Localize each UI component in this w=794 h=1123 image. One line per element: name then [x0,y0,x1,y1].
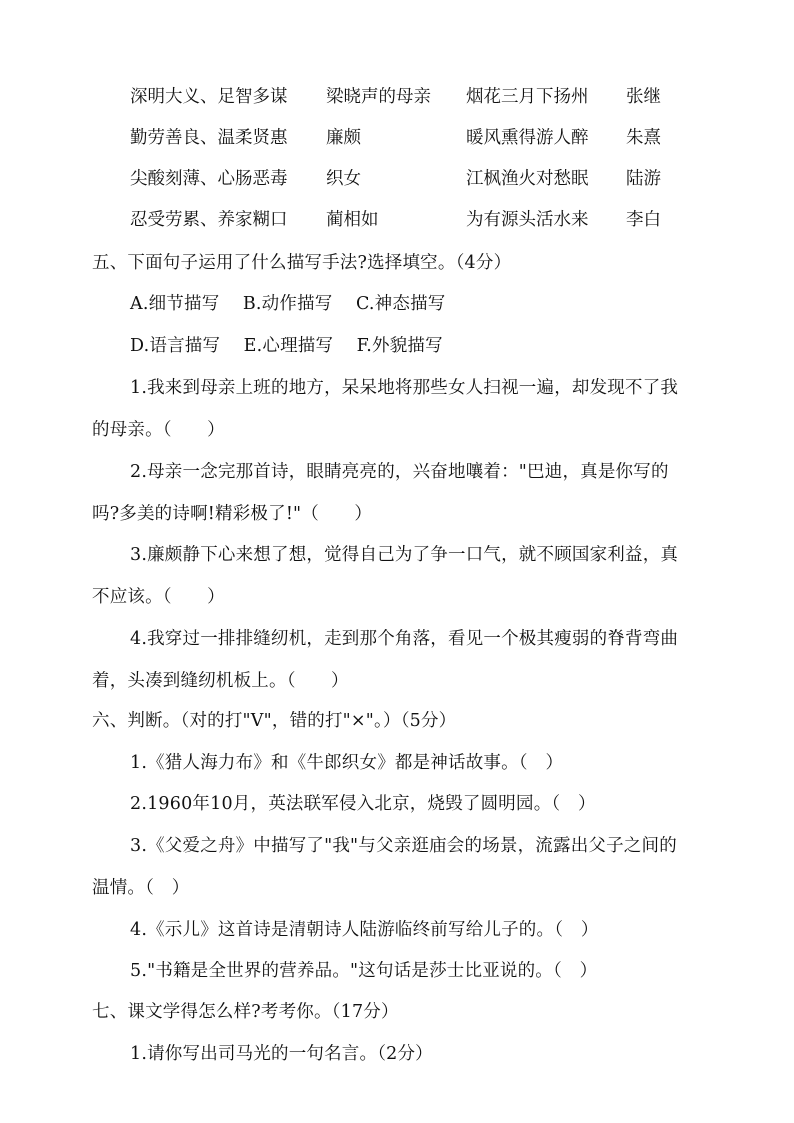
question-6-1: 1.《猎人海力布》和《牛郎织女》都是神话故事。（ ） [130,753,564,773]
character-cell: 梁晓声的母亲 [326,87,431,107]
poet-cell: 张继 [626,87,661,107]
options-line-1: A.细节描写 B.动作描写 C.神态描写 [130,294,446,314]
question-6-5: 5."书籍是全世界的营养品。"这句话是莎士比亚说的。（ ） [130,961,598,981]
question-5-1-cont: 的母亲。（ ） [92,420,225,440]
question-5-2: 2.母亲一念完那首诗，眼睛亮亮的，兴奋地嚷着："巴迪，真是你写的 [130,462,669,482]
question-6-4: 4.《示儿》这首诗是清朝诗人陆游临终前写给儿子的。（ ） [130,920,599,940]
poem-line-cell: 暖风熏得游人醉 [466,128,589,148]
character-cell: 廉颇 [326,128,361,148]
options-line-2: D.语言描写 E.心理描写 F.外貌描写 [130,336,443,356]
poet-cell: 朱熹 [626,128,661,148]
poem-line-cell: 江枫渔火对愁眠 [466,169,589,189]
trait-cell: 深明大义、足智多谋 [130,87,288,107]
trait-cell: 尖酸刻薄、心肠恶毒 [130,169,288,189]
poet-cell: 陆游 [626,169,661,189]
poet-cell: 李白 [626,210,661,230]
question-6-3-cont: 温情。（ ） [92,878,190,898]
question-7-1: 1.请你写出司马光的一句名言。（2分） [130,1044,433,1064]
poem-line-cell: 烟花三月下扬州 [466,87,589,107]
section-5-heading: 五、下面句子运用了什么描写手法?选择填空。（4分） [92,253,512,273]
character-cell: 蔺相如 [326,210,379,230]
question-5-2-cont: 吗?多美的诗啊!精彩极了!"（ ） [92,504,373,524]
question-5-3-cont: 不应该。（ ） [92,587,225,607]
trait-cell: 勤劳善良、温柔贤惠 [130,128,288,148]
question-6-3: 3.《父爱之舟》中描写了"我"与父亲逛庙会的场景，流露出父子之间的 [130,836,677,856]
question-5-1: 1.我来到母亲上班的地方，呆呆地将那些女人扫视一遍，却发现不了我 [130,378,679,398]
poem-line-cell: 为有源头活水来 [466,210,589,230]
character-cell: 织女 [326,169,361,189]
question-5-4-cont: 着，头凑到缝纫机板上。（ ） [92,671,349,691]
question-5-4: 4.我穿过一排排缝纫机，走到那个角落，看见一个极其瘦弱的脊背弯曲 [130,629,679,649]
section-7-heading: 七、课文学得怎么样?考考你。（17分） [92,1002,399,1022]
question-5-3: 3.廉颇静下心来想了想，觉得自己为了争一口气，就不顾国家利益，真 [130,545,679,565]
trait-cell: 忍受劳累、养家糊口 [130,210,288,230]
section-6-heading: 六、判断。（对的打"V"，错的打"×"。）（5分） [92,711,457,731]
question-6-2: 2.1960年10月，英法联军侵入北京，烧毁了圆明园。（ ） [130,794,596,814]
